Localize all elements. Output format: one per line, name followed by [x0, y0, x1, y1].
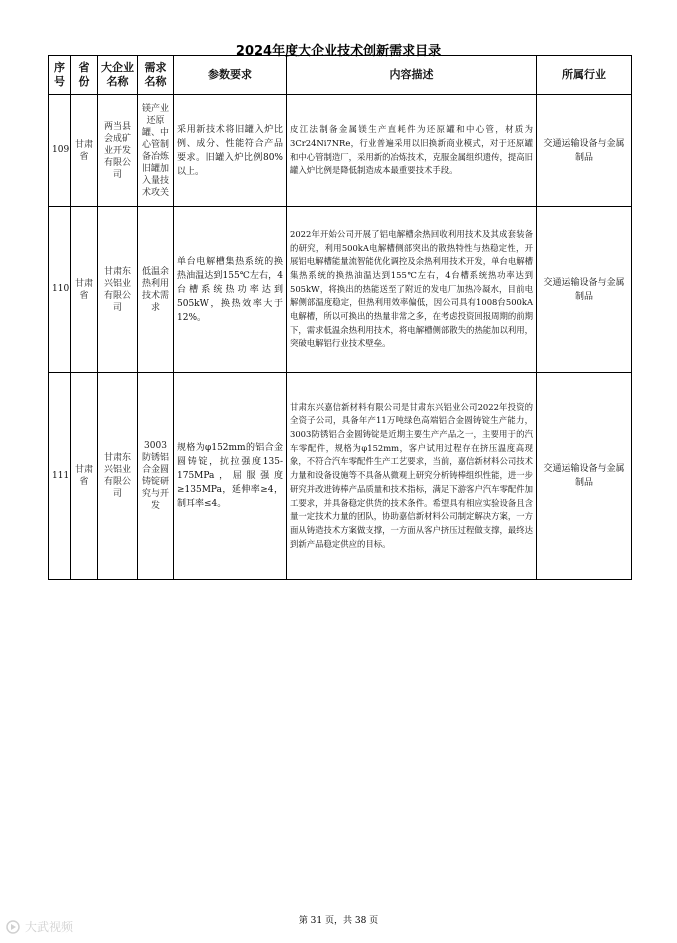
- row-need-name: 镁产业还原罐、中心管制备冶炼旧罐加入量技术攻关: [138, 95, 174, 207]
- table-row: [49, 95, 632, 207]
- row-need-name: 低温余热利用技术需求: [138, 207, 174, 373]
- header-industry: 所属行业: [537, 56, 632, 95]
- table-header-row: [49, 56, 632, 95]
- header-company: 大企业名称: [98, 56, 138, 95]
- row-industry: 交通运输设备与金属制品: [537, 95, 632, 207]
- row-params: 采用新技术将旧罐入炉比例、成分、性能符合产品要求。旧罐入炉比例80%以上。: [174, 95, 287, 207]
- row-params: 单台电解槽集热系统的换热油温达到155℃左右，4台槽系统热功率达到505kW，换热效率大于12%。: [174, 207, 287, 373]
- row-province: 甘肃省: [71, 207, 98, 373]
- row-content: 2022年开始公司开展了铝电解槽余热回收利用技术及其成套装备的研究，利用500kA电解槽侧部突出的散热特性与热稳定性，开展铝电解槽能量流智能优化调控及余热利用技术开发，单台电解槽集热系统的换热油温达到155℃左右，4台槽系统热功率达到505kW，将换出的热能送至了附近的发电厂加热冷凝水，目前电解侧部温度稳定，但热利用效率偏低，因公司具有1008台500kA电解槽，所以可换出的热量非常之多，在考虑投资回报周期的前期下，需求低温余热利用技术，将电解槽侧部散失的热能加以利用，突破电解铝行业技术壁垒。: [287, 207, 537, 373]
- row-seq: 110: [49, 207, 71, 373]
- table-row: [49, 207, 632, 373]
- header-params: 参数要求: [174, 56, 287, 95]
- header-seq: 序号: [49, 56, 71, 95]
- watermark: [6, 918, 73, 935]
- header-content: 内容描述: [287, 56, 537, 95]
- row-params: 规格为φ152mm的铝合金圆铸锭，抗拉强度135-175MPa，屈服强度≥135MPa，延伸率≥4，制耳率≤4。: [174, 373, 287, 580]
- table-row: [49, 373, 632, 580]
- header-province: 省份: [71, 56, 98, 95]
- row-seq: 109: [49, 95, 71, 207]
- row-company: 两当县会成矿业开发有限公司: [98, 95, 138, 207]
- header-need-name: 需求名称: [138, 56, 174, 95]
- row-province: 甘肃省: [71, 373, 98, 580]
- page-title: 2024年度大企业技术创新需求目录: [235, 44, 442, 59]
- row-province: 甘肃省: [71, 95, 98, 207]
- row-company: 甘肃东兴铝业有限公司: [98, 207, 138, 373]
- row-need-name: 3003防锈铝合金圆铸锭研究与开发: [138, 373, 174, 580]
- row-content: 皮江法制备金属镁生产直耗件为还原罐和中心管，材质为3Cr24Ni7NRe，行业普遍采用以旧换新商业模式，对于还原罐和中心管制造厂，采用新的冶炼技术，克服金属组织遗传，提高旧罐入炉比例是降低制造成本最重要技术手段。: [287, 95, 537, 207]
- row-industry: 交通运输设备与金属制品: [537, 373, 632, 580]
- row-industry: 交通运输设备与金属制品: [537, 207, 632, 373]
- play-logo-icon: [6, 920, 22, 934]
- row-seq: 111: [49, 373, 71, 580]
- watermark-text: 大武视频: [25, 920, 74, 934]
- requirements-table: [48, 55, 632, 580]
- row-content: 甘肃东兴嘉信新材料有限公司是甘肃东兴铝业公司2022年投资的全资子公司，具备年产11万吨绿色高端铝合金圆铸锭生产能力，3003防锈铝合金圆铸锭是近期主要生产产品之一，主要用于的汽车零配件，规格为φ152mm，客户试用过程存在挤压温度高现象，不符合汽车零配件生产工艺要求，当前，嘉信新材料公司技术力量和设备设施等不具备从微观上研究分析铸棒组织性能，进一步研究并改进铸棒产品质量和技术指标，满足下游客户汽车零配件加工要求，并具备稳定供货的技术条件。希望具有相应实验设备且含量一定技术力量的团队，协助嘉信新材料公司制定解决方案，一方面从铸造技术方案做支撑，一方面从客户挤压过程做支撑，最终达到新产品稳定供应的目标。: [287, 373, 537, 580]
- row-company: 甘肃东兴铝业有限公司: [98, 373, 138, 580]
- page-footer: 第 31 页，共 38 页: [298, 916, 379, 926]
